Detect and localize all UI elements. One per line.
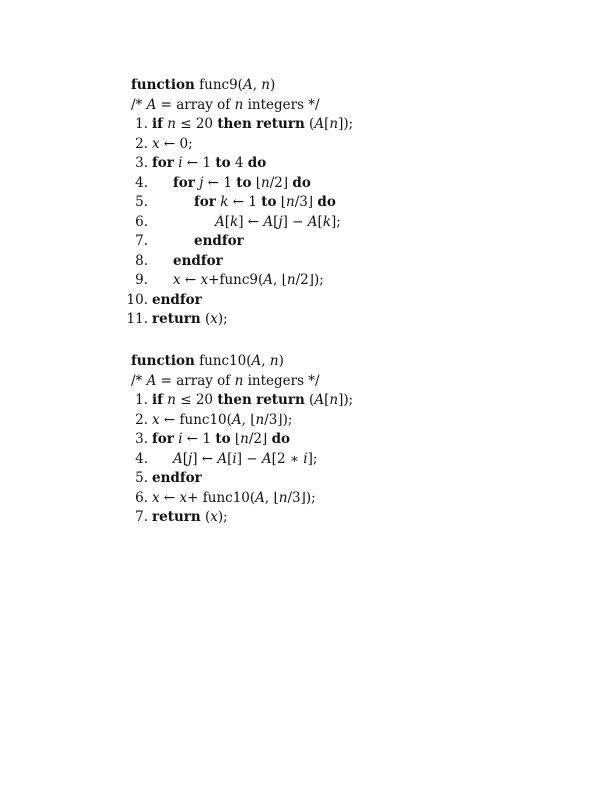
code-text: return (x); (152, 509, 228, 525)
line-number: 11. (126, 311, 148, 327)
code-text: return (x); (152, 311, 228, 327)
line-number: 7. (135, 509, 148, 525)
line-number: 3. (135, 155, 148, 171)
func9-header (0, 76, 612, 96)
line-number: 4. (135, 174, 148, 191)
code-text: A[k] ← A[j] − A[k]; (215, 213, 341, 230)
code-text: x ← x+func9(A, ⌊n/2⌋); (173, 272, 324, 288)
code-text: endfor (152, 291, 202, 308)
func10-line-4 (0, 450, 612, 470)
func9-line-7 (0, 232, 612, 252)
code-text: for i ← 1 to 4 do (152, 155, 267, 171)
code-text: endfor (152, 470, 202, 486)
line-number: 6. (135, 213, 148, 230)
line-number: 7. (135, 233, 148, 249)
line-number: 3. (135, 431, 148, 447)
line-number: 5. (135, 194, 148, 210)
line-number: 10. (126, 291, 148, 308)
line-number: 6. (135, 489, 148, 506)
code-text: for k ← 1 to ⌊n/3⌋ do (194, 194, 336, 210)
code-text: if n ≤ 20 then return (A[n]); (152, 392, 354, 408)
code-text: A[j] ← A[i] − A[2 ∗ i]; (173, 450, 318, 467)
func10-comment (0, 372, 612, 392)
code-text: x ← 0; (152, 135, 193, 152)
code-text: endfor (173, 252, 223, 269)
func10-comment-text: /* A = array of n integers */ (131, 372, 320, 389)
func9-line-4 (0, 174, 612, 194)
func10-line-6 (0, 489, 612, 509)
func10-line-7 (0, 508, 612, 528)
func9-line-8 (0, 252, 612, 272)
func9-line-1 (0, 115, 612, 135)
func9-line-3 (0, 154, 612, 174)
func9-line-9 (0, 271, 612, 291)
func9-line-10 (0, 291, 612, 311)
code-text: x ← func10(A, ⌊n/3⌋); (152, 411, 293, 428)
func10-line-1 (0, 391, 612, 411)
line-number: 1. (135, 116, 148, 132)
func9-comment (0, 96, 612, 116)
code-text: endfor (194, 233, 244, 249)
func10-header-text: function func10(A, n) (131, 353, 284, 369)
func10-header (0, 352, 612, 372)
line-number: 4. (135, 450, 148, 467)
line-number: 2. (135, 135, 148, 152)
func9-line-5 (0, 193, 612, 213)
code-text: if n ≤ 20 then return (A[n]); (152, 116, 354, 132)
func10-line-3 (0, 430, 612, 450)
code-text: x ← x+ func10(A, ⌊n/3⌋); (152, 489, 316, 506)
line-number: 1. (135, 392, 148, 408)
line-number: 8. (135, 252, 148, 269)
line-number: 2. (135, 411, 148, 428)
code-text: for j ← 1 to ⌊n/2⌋ do (173, 174, 311, 191)
func9-comment-text: /* A = array of n integers */ (131, 96, 320, 113)
func9-line-2 (0, 135, 612, 155)
func9-line-11 (0, 310, 612, 330)
func10-line-2 (0, 411, 612, 431)
line-number: 5. (135, 470, 148, 486)
func9-line-6 (0, 213, 612, 233)
func10-pseudocode (0, 352, 612, 528)
line-number: 9. (135, 272, 148, 288)
func10-line-5 (0, 469, 612, 489)
code-text: for i ← 1 to ⌊n/2⌋ do (152, 431, 291, 447)
func9-pseudocode (0, 76, 612, 330)
func9-header-text: function func9(A, n) (131, 77, 276, 93)
